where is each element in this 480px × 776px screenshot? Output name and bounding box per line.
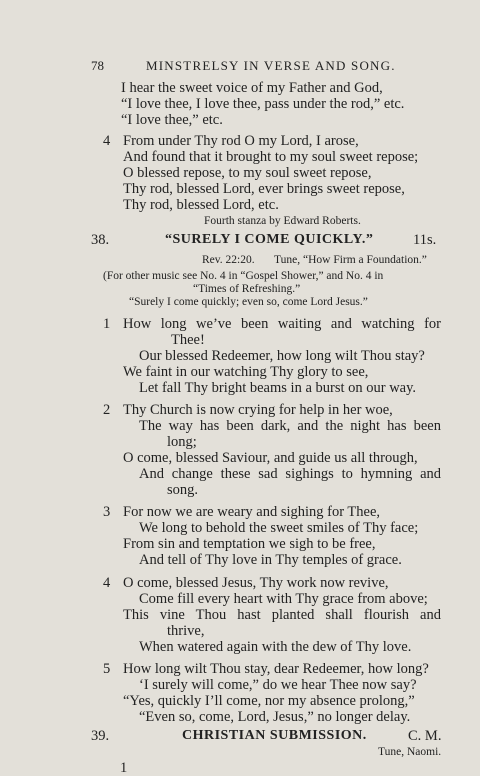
stanza-line: For now we are weary and sighing for Thee, xyxy=(123,504,381,520)
stanza-line: Thy Church is now crying for help in her woe, xyxy=(123,402,393,418)
stanza-line: Thy rod, blessed Lord, ever brings sweet repose, xyxy=(123,181,405,197)
stanza-line: We faint in our watching Thy glory to see, xyxy=(123,364,369,380)
music-note: “Times of Refreshing.” xyxy=(193,283,301,295)
stanza-line: Our blessed Redeemer, how long wilt Thou stay? xyxy=(139,348,425,364)
stanza-line: O come, blessed Saviour, and guide us all through, xyxy=(123,450,418,466)
stanza-line: ‘I surely will come,” do we hear Thee now say? xyxy=(139,677,417,693)
tune-name: Tune, Naomi. xyxy=(378,746,442,758)
stanza-line: And tell of Thy love in Thy temples of grace. xyxy=(139,552,402,568)
scripture-reference: Rev. 22:20. xyxy=(202,254,255,266)
hymn-number: 38. xyxy=(91,232,110,248)
stanza-line: thrive, xyxy=(167,623,205,639)
stanza-line: O blessed repose, to my soul sweet repose, xyxy=(123,165,372,181)
running-title: MINSTRELSY IN VERSE AND SONG. xyxy=(146,58,396,73)
refrain-line: I hear the sweet voice of my Father and God, xyxy=(121,80,383,96)
epigraph: “Surely I come quickly; even so, come Lord Jesus.” xyxy=(129,296,368,308)
stanza-line: long; xyxy=(167,434,197,450)
stanza-number: 1 xyxy=(103,316,111,332)
attribution: Fourth stanza by Edward Roberts. xyxy=(204,215,361,227)
stanza-line: This vine Thou hast planted shall flourish and xyxy=(123,607,441,623)
refrain-line: “I love thee,” etc. xyxy=(121,112,223,128)
stanza-number: 4 xyxy=(103,133,111,149)
hymn-title: “SURELY I COME QUICKLY.” xyxy=(165,232,374,247)
music-note: (For other music see No. 4 in “Gospel Shower,” and No. 4 in xyxy=(103,270,384,282)
stanza-line: O come, blessed Jesus, Thy work now revive, xyxy=(123,575,389,591)
stanza-line: “Yes, quickly I’ll come, nor my absence prolong,” xyxy=(123,693,415,709)
stanza-line: And change these sad sighings to hymning and xyxy=(139,466,441,482)
stanza-line: Come fill every heart with Thy grace from above; xyxy=(139,591,428,607)
stanza-number: 2 xyxy=(103,402,111,418)
stanza-line: song. xyxy=(167,482,199,498)
stanza-line: “Even so, come, Lord, Jesus,” no longer delay. xyxy=(139,709,411,725)
stanza-line: How long wilt Thou stay, dear Redeemer, how long? xyxy=(123,661,429,677)
stanza-number: 1 xyxy=(120,760,128,776)
stanza-line: Thy rod, blessed Lord, etc. xyxy=(123,197,279,213)
stanza-line: And found that it brought to my soul sweet repose; xyxy=(123,149,419,165)
refrain-line: “I love thee, I love thee, pass under the rod,” etc. xyxy=(121,96,405,112)
stanza-number: 3 xyxy=(103,504,111,520)
stanza-line: Thee! xyxy=(171,332,205,348)
hymn-meter: 11s. xyxy=(413,232,437,248)
hymn-number: 39. xyxy=(91,728,110,744)
hymn-title: CHRISTIAN SUBMISSION. xyxy=(182,728,367,743)
stanza-line: Let fall Thy bright beams in a burst on our way. xyxy=(139,380,417,396)
stanza-line: From sin and temptation we sigh to be free, xyxy=(123,536,376,552)
stanza-line: The way has been dark, and the night has been xyxy=(139,418,441,434)
page-number: 78 xyxy=(91,58,104,73)
stanza-number: 4 xyxy=(103,575,111,591)
stanza-line: From under Thy rod O my Lord, I arose, xyxy=(123,133,359,149)
stanza-line: When watered again with the dew of Thy love. xyxy=(139,639,412,655)
hymn-meter: C. M. xyxy=(408,728,442,744)
stanza-number: 5 xyxy=(103,661,111,677)
stanza-line: How long we’ve been waiting and watching for xyxy=(123,316,441,332)
stanza-line: We long to behold the sweet smiles of Thy face; xyxy=(139,520,419,536)
tune-name: Tune, “How Firm a Foundation.” xyxy=(274,254,427,266)
